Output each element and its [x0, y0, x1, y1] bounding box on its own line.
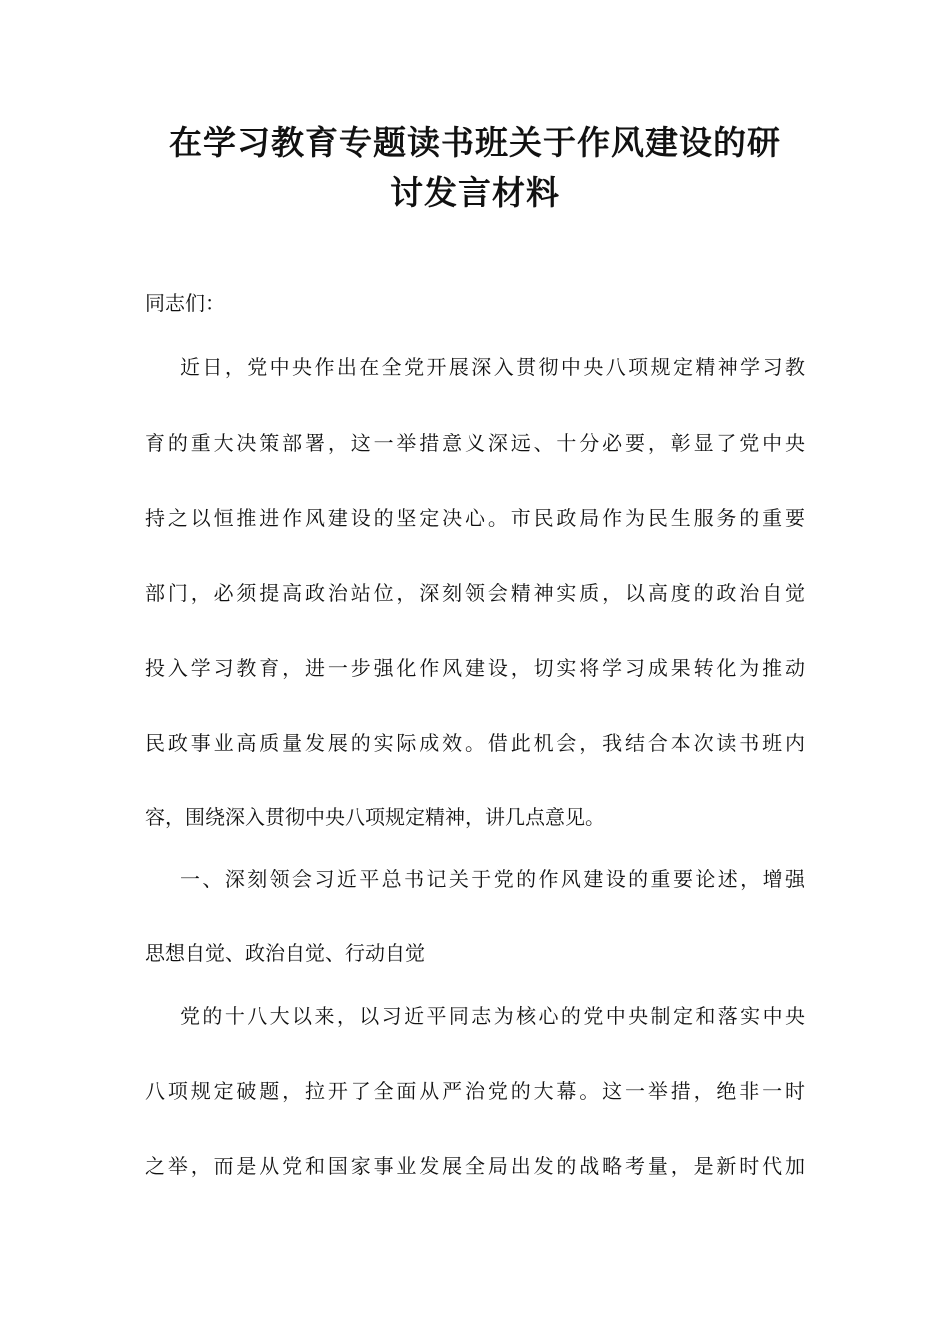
document-title-line-1: 在学习教育专题读书班关于作风建设的研: [169, 123, 781, 162]
paragraph-1-line-6: 民政事业高质量发展的实际成效。借此机会，我结合本次读书班内: [145, 731, 805, 755]
paragraph-2-line-1: 党的十八大以来，以习近平同志为核心的党中央制定和落实中央: [180, 1004, 805, 1028]
paragraph-1-line-5: 投入学习教育，进一步强化作风建设，切实将学习成果转化为推动: [145, 656, 805, 680]
section-heading-1-line-2: 思想自觉、政治自觉、行动自觉: [145, 941, 425, 965]
paragraph-1-line-3: 持之以恒推进作风建设的坚定决心。市民政局作为民生服务的重要: [145, 506, 805, 530]
paragraph-2-line-2: 八项规定破题，拉开了全面从严治党的大幕。这一举措，绝非一时: [145, 1079, 805, 1103]
paragraph-1-line-1: 近日，党中央作出在全党开展深入贯彻中央八项规定精神学习教: [180, 355, 805, 379]
salutation: 同志们：: [145, 291, 225, 315]
paragraph-1-line-7: 容，围绕深入贯彻中央八项规定精神，讲几点意见。: [145, 805, 605, 829]
paragraph-2-line-3: 之举，而是从党和国家事业发展全局出发的战略考量，是新时代加: [145, 1154, 805, 1178]
section-heading-1-line-1: 一、深刻领会习近平总书记关于党的作风建设的重要论述，增强: [180, 867, 805, 891]
paragraph-1-line-2: 育的重大决策部署，这一举措意义深远、十分必要，彰显了党中央: [145, 431, 805, 455]
document-title-line-2: 讨发言材料: [390, 173, 560, 212]
paragraph-1-line-4: 部门，必须提高政治站位，深刻领会精神实质，以高度的政治自觉: [145, 581, 805, 605]
